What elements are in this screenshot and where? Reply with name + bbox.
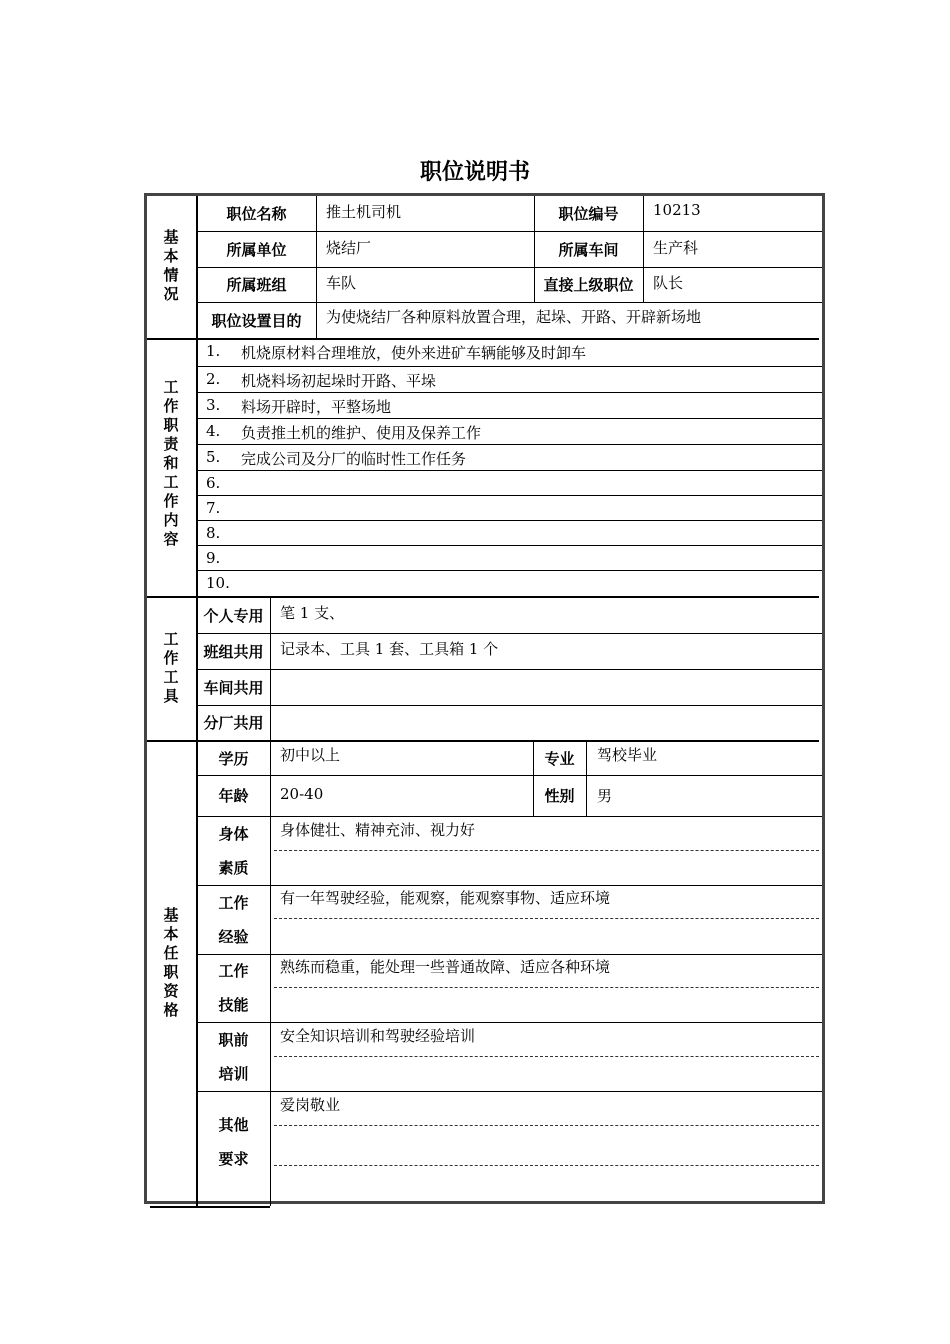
education-label: 学历: [218, 750, 249, 768]
position-name-label: 职位名称: [226, 205, 287, 223]
tool-label-personal: 个人专用: [203, 607, 264, 625]
section-label-tools: 工作工具: [163, 630, 179, 705]
tool-value-personal: 笔 1 支、: [280, 604, 345, 622]
dashed-line: [274, 918, 819, 919]
tool-label-group: 班组共用: [203, 642, 264, 661]
superior-label: 直接上级职位: [543, 276, 634, 294]
duty-num: 4.: [206, 422, 221, 440]
training-value: 安全知识培训和驾驶经验培训: [280, 1027, 476, 1045]
gender-value: 男: [597, 787, 613, 805]
dashed-line: [274, 1125, 819, 1126]
col-line: [316, 196, 317, 338]
duty-num: 6.: [206, 474, 221, 492]
duty-num: 8.: [206, 524, 221, 542]
page-title: 职位说明书: [419, 160, 530, 185]
duty-num: 9.: [206, 549, 221, 567]
skills-label-line1: 工作: [218, 962, 249, 980]
major-value: 驾校毕业: [597, 746, 658, 764]
row-line: [197, 570, 822, 571]
physical-label-line1: 身体: [218, 824, 249, 843]
age-value: 20-40: [280, 785, 324, 803]
dashed-line: [274, 1165, 819, 1166]
col-line: [270, 598, 271, 1206]
other-label-line1: 其他: [218, 1116, 249, 1134]
training-label-line2: 培训: [218, 1064, 249, 1083]
duty-num: 7.: [206, 499, 221, 517]
duty-num: 10.: [206, 574, 230, 592]
col-line: [586, 742, 587, 816]
row-line: [197, 444, 822, 445]
row-line: [197, 545, 822, 546]
experience-label-line1: 工作: [218, 893, 249, 912]
physical-label: [197, 816, 270, 885]
bottom-underline: [150, 1206, 270, 1208]
tool-value-group: 记录本、工具 1 套、工具箱 1 个: [280, 640, 499, 658]
row-line: [197, 418, 822, 419]
row-line: [197, 392, 822, 393]
group-label: 所属班组: [226, 276, 287, 294]
other-label-line2: 要求: [218, 1150, 249, 1168]
experience-label: [197, 885, 270, 954]
duty-num: 1.: [206, 342, 221, 360]
duty-text: 料场开辟时，平整场地: [241, 398, 392, 416]
training-label-line1: 职前: [218, 1030, 249, 1049]
section-separator-basic: [147, 338, 819, 340]
dashed-line: [274, 850, 819, 851]
gender-label: 性别: [544, 787, 575, 805]
row-line: [197, 669, 822, 670]
dashed-line: [274, 987, 819, 988]
row-line: [197, 470, 822, 471]
section-label-duties: 工作职责和工作内容: [163, 378, 179, 548]
duty-num: 2.: [206, 370, 221, 388]
skills-label-line2: 技能: [218, 996, 249, 1014]
training-label: [197, 1022, 270, 1091]
education-value: 初中以上: [280, 746, 341, 764]
tool-label-workshop: 车间共用: [203, 678, 264, 697]
section-label-basic: 基本情况: [163, 228, 179, 303]
row-line: [197, 816, 822, 817]
row-line: [197, 775, 822, 776]
superior-value: 队长: [653, 274, 684, 292]
workshop-label: 所属车间: [558, 240, 619, 259]
other-value: 爱岗敬业: [280, 1096, 341, 1114]
position-no-value: 10213: [653, 201, 701, 219]
row-line: [197, 1022, 822, 1023]
experience-value: 有一年驾驶经验，能观察，能观察事物、适应环境: [280, 889, 611, 907]
unit-label: 所属单位: [226, 240, 287, 259]
group-value: 车队: [326, 274, 357, 292]
row-line: [197, 633, 822, 634]
workshop-value: 生产科: [653, 239, 699, 257]
duty-text: 机烧料场初起垛时开路、平垛: [241, 372, 437, 390]
age-label: 年龄: [218, 787, 249, 805]
tool-label-factory: 分厂共用: [203, 714, 264, 732]
row-line: [197, 495, 822, 496]
row-line: [197, 705, 822, 706]
skills-value: 熟练而稳重，能处理一些普通故障、适应各种环境: [280, 958, 611, 976]
unit-value: 烧结厂: [326, 239, 372, 257]
dashed-line: [274, 1056, 819, 1057]
duty-text: 负责推土机的维护、使用及保养工作: [241, 424, 482, 442]
experience-label-line2: 经验: [218, 927, 249, 946]
physical-label-line2: 素质: [218, 858, 249, 877]
position-no-label: 职位编号: [558, 205, 619, 223]
row-line: [197, 1091, 822, 1092]
col-line: [643, 196, 644, 302]
row-line: [197, 366, 822, 367]
duty-text: 完成公司及分厂的临时性工作任务: [241, 450, 467, 468]
row-line: [197, 954, 822, 955]
duty-text: 机烧原材料合理堆放，使外来进矿车辆能够及时卸车: [241, 344, 587, 362]
section-label-qualifications: 基本任职资格: [163, 906, 179, 1019]
duty-num: 3.: [206, 396, 221, 414]
major-label: 专业: [544, 750, 575, 768]
position-name-value: 推土机司机: [326, 203, 402, 221]
purpose-value: 为使烧结厂各种原料放置合理，起垛、开路、开辟新场地: [326, 308, 702, 326]
row-line: [197, 885, 822, 886]
physical-value: 身体健壮、精神充沛、视力好: [280, 821, 476, 839]
skills-label: [197, 954, 270, 1022]
duty-num: 5.: [206, 448, 221, 466]
row-line: [197, 520, 822, 521]
purpose-label: 职位设置目的: [211, 311, 302, 330]
other-label: [197, 1091, 270, 1193]
